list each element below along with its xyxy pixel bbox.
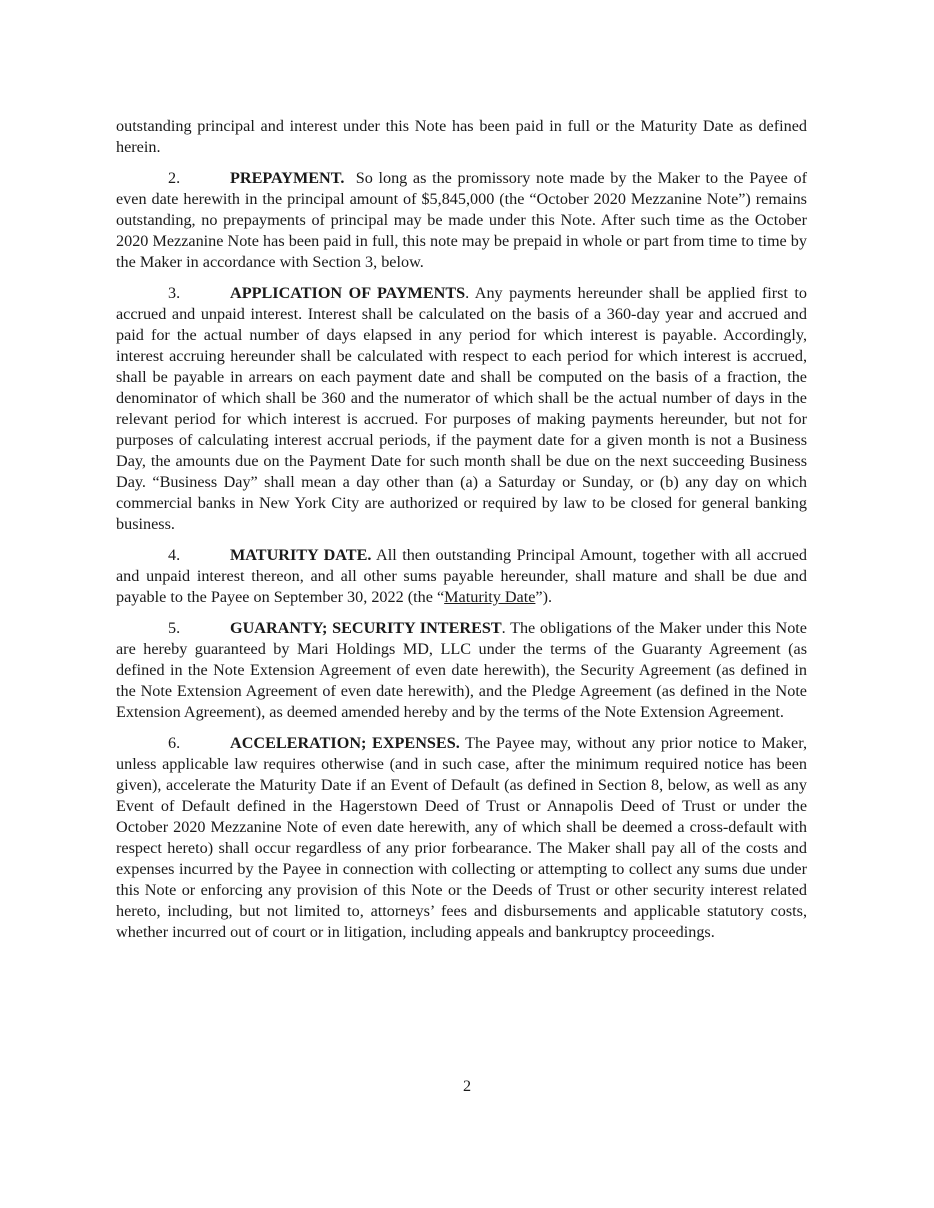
section-prepayment: [116, 168, 807, 273]
section-heading: PREPAYMENT.: [230, 169, 345, 187]
intro-text: outstanding principal and interest under this Note has been paid in full or the Maturity Date as defined herein.: [116, 117, 807, 156]
section-application-of-payments: [116, 283, 807, 535]
section-body: All then outstanding Principal Amount, together with all accrued and unpaid interest thereon, and all other sums payable hereunder, shall mature and shall be due and payable to the Payee on September 30, 2022 (the “: [116, 546, 807, 606]
section-number: 6.: [168, 734, 181, 752]
page-number: 2: [462, 1077, 472, 1095]
defined-term: Maturity Date: [444, 588, 536, 606]
section-heading: GUARANTY; SECURITY INTEREST: [230, 619, 502, 637]
section-number: 4.: [168, 546, 181, 564]
intro-paragraph: [116, 116, 807, 158]
document-page: [116, 116, 807, 953]
section-body: . The obligations of the Maker under this Note are hereby guaranteed by Mari Holdings MD, LLC under the terms of the Guaranty Agreement (as defined in the Note Extension Agreement of even date herewith), the Security Agreement (as defined in the Note Extension Agreement of even date herewith), and the Pledge Agreement (as defined in the Note Extension Agreement), as deemed amended hereby and by the terms of the Note Extension Agreement.: [116, 619, 807, 721]
section-body: So long as the promissory note made by the Maker to the Payee of even date herewith in the principal amount of $5,845,000 (the “October 2020 Mezzanine Note”) remains outstanding, no prepayments of principal may be made under this Note. After such time as the October 2020 Mezzanine Note has been paid in full, this note may be prepaid in whole or part from time to time by the Maker in accordance with Section 3, below.: [116, 169, 808, 271]
section-heading: ACCELERATION; EXPENSES.: [230, 734, 460, 752]
section-acceleration-expenses: [116, 733, 807, 943]
section-heading: APPLICATION OF PAYMENTS: [230, 284, 466, 302]
section-number: 3.: [168, 284, 181, 302]
section-heading: MATURITY DATE.: [230, 546, 372, 564]
section-guaranty-security-interest: [116, 618, 807, 723]
section-body-end: ”).: [535, 588, 553, 606]
section-maturity-date: [116, 545, 807, 608]
section-body: The Payee may, without any prior notice to Maker, unless applicable law requires otherwise (and in such case, after the minimum required notice has been given), accelerate the Maturity Date if an Event of Default (as defined in Section 8, below, as well as any Event of Default defined in the Hagerstown Deed of Trust or Annapolis Deed of Trust or under the October 2020 Mezzanine Note of even date herewith, any of which shall be deemed a cross-default with respect hereto) shall occur regardless of any prior forbearance. The Maker shall pay all of the costs and expenses incurred by the Payee in connection with collecting or attempting to collect any sums due under this Note or enforcing any provision of this Note or the Deeds of Trust or other security interest related hereto, including, but not limited to, attorneys’ fees and disbursements and applicable statutory costs, whether incurred out of court or in litigation, including appeals and bankruptcy proceedings.: [116, 734, 807, 941]
section-number: 2.: [168, 169, 181, 187]
section-body: . Any payments hereunder shall be applied first to accrued and unpaid interest. Interest shall be calculated on the basis of a 360-day year and accrued and paid for the actual number of days elapsed in any period for which interest is payable. Accordingly, interest accruing hereunder shall be calculated with respect to each period for which interest is accrued, shall be payable in arrears on each payment date and shall be computed on the basis of a fraction, the denominator of which shall be 360 and the numerator of which shall be the actual number of days in the relevant period for which interest is accrued. For purposes of making payments hereunder, but not for purposes of calculating interest accrual periods, if the payment date for a given month is not a Business Day, the amounts due on the Payment Date for such month shall be due on the next succeeding Business Day. “Business Day” shall mean a day other than (a) a Saturday or Sunday, or (b) any day on which commercial banks in New York City are authorized or required by law to be closed for general banking business.: [116, 284, 807, 533]
section-number: 5.: [168, 619, 181, 637]
